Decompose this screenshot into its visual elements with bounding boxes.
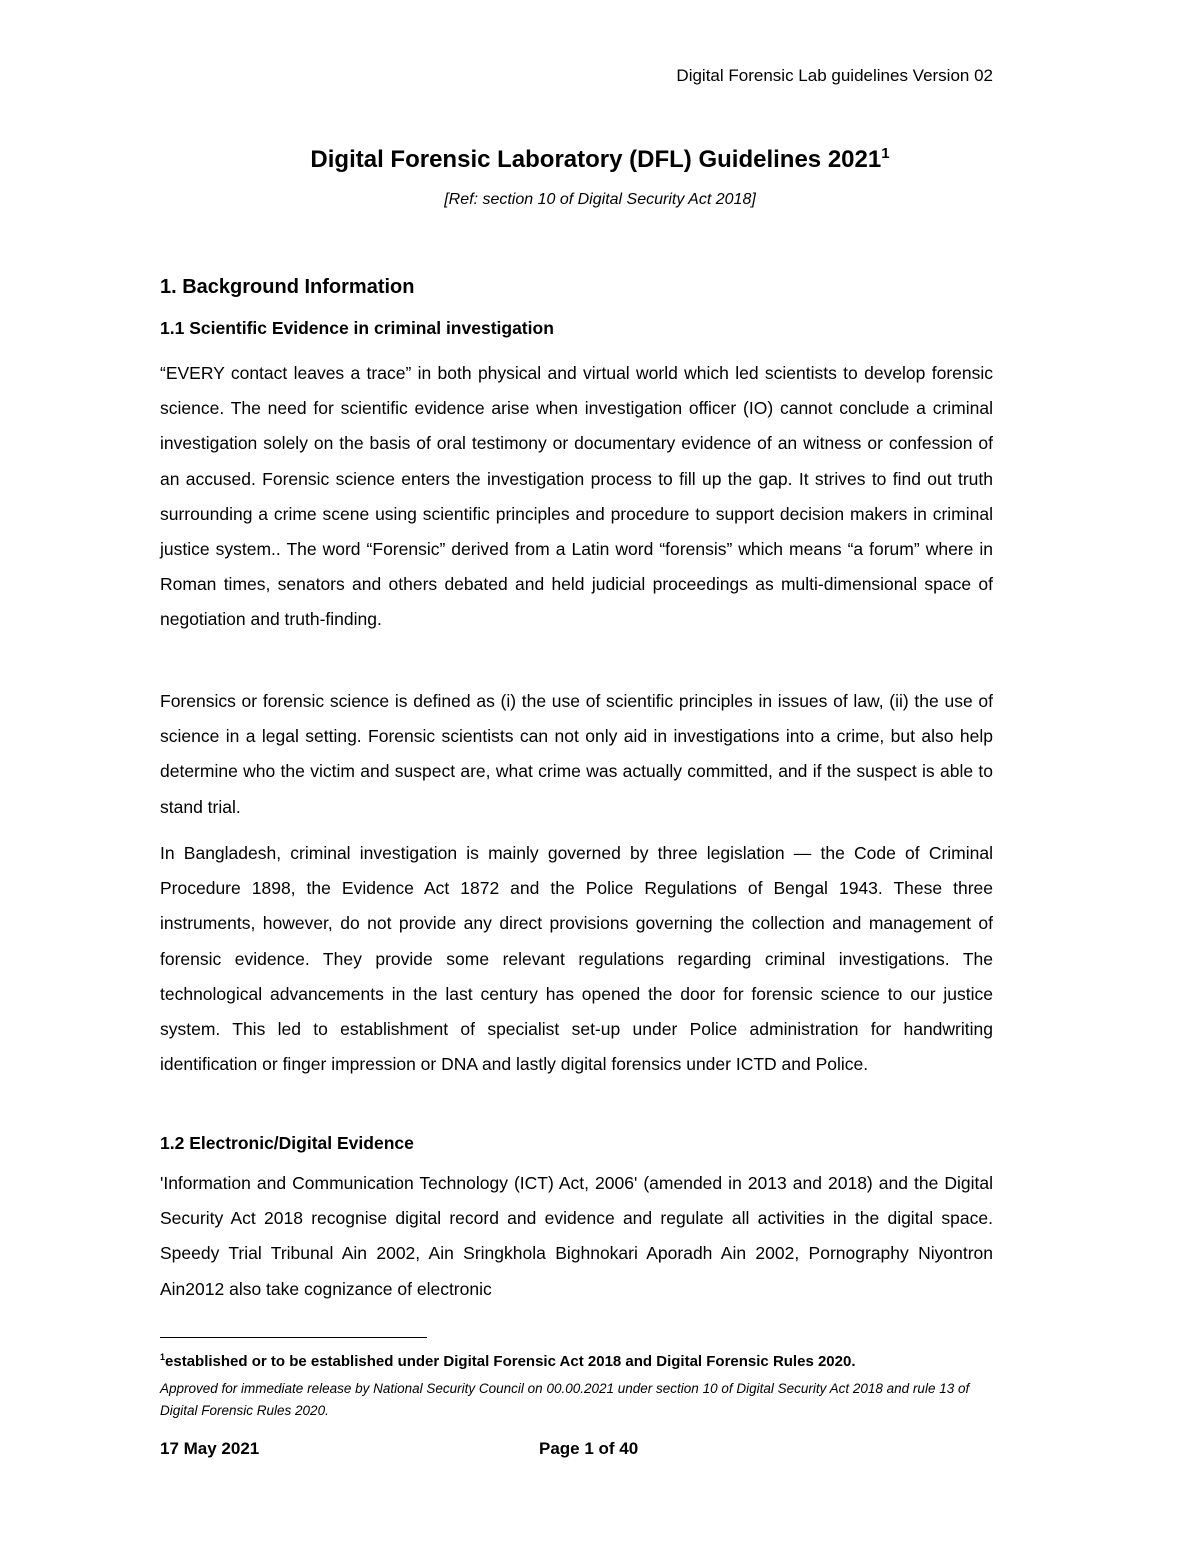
section-heading-scientific-evidence: 1.1 Scientific Evidence in criminal investigation	[160, 318, 554, 338]
running-header: Digital Forensic Lab guidelines Version 02	[676, 66, 993, 85]
footnote-mark: 1	[160, 1352, 166, 1362]
footer-page-number: Page 1 of 40	[539, 1439, 639, 1458]
footnote-text	[160, 1352, 993, 1371]
footnote-reference[interactable]: 1	[881, 145, 890, 162]
section-heading-digital-evidence: 1.2 Electronic/Digital Evidence	[160, 1133, 414, 1153]
document-title-text: Digital Forensic Laboratory (DFL) Guidelines 2021	[310, 146, 882, 173]
paragraph-trace: “EVERY contact leaves a trace” in both physical and virtual world which led scientists to develop forensic science. The need for scientific evidence arise when investigation officer (IO) cannot conclude a criminal investigation solely on the basis of oral testimony or documentary evidence of an witness or confession of an accused. Forensic science enters the investigation process to fill up the gap. It strives to find out truth surrounding a crime scene using scientific principles and procedure to support decision makers in criminal justice system.. The word “Forensic” derived from a Latin word “forensis” which means “a forum” where in Roman times, senators and others debated and held judicial proceedings as multi-dimensional space of negotiation and truth-finding.	[160, 363, 993, 630]
footnote-separator	[160, 1337, 427, 1338]
document-subtitle: [Ref: section 10 of Digital Security Act 2018]	[444, 191, 756, 208]
paragraph-bangladesh-legislation: In Bangladesh, criminal investigation is mainly governed by three legislation — the Code of Criminal Procedure 1898, the Evidence Act 1872 and the Police Regulations of Bengal 1943. These three instruments, however, do not provide any direct provisions governing the collection and management of forensic evidence. They provide some relevant regulations regarding criminal investigations. The technological advancements in the last century has opened the door for forensic science to our justice system. This led to establishment of specialist set-up under Police administration for handwriting identification or finger impression or DNA and lastly digital forensics under ICTD and Police.	[160, 843, 993, 1075]
paragraph-ict-act: 'Information and Communication Technology (ICT) Act, 2006' (amended in 2013 and 2018) and the Digital Security Act 2018 recognise digital record and evidence and regulate all activities in the digital space. Speedy Trial Tribunal Ain 2002, Ain Sringkhola Bighnokari Aporadh Ain 2002, Pornography Niyontron Ain2012 also take cognizance of electronic	[160, 1173, 993, 1299]
footnote-approval-note: Approved for immediate release by National Security Council on 00.00.2021 under section 10 of Digital Security Act 2018 and rule 13 of Digital Forensic Rules 2020.	[160, 1381, 970, 1418]
footer-date: 17 May 2021	[160, 1439, 260, 1458]
paragraph-forensics-definition: Forensics or forensic science is defined as (i) the use of scientific principles in issues of law, (ii) the use of science in a legal setting. Forensic scientists can not only aid in investigations into a crime, but also help determine who the victim and suspect are, what crime was actually committed, and if the suspect is able to stand trial.	[160, 691, 993, 817]
section-heading-background: 1. Background Information	[160, 276, 415, 298]
footnote-body: established or to be established under Digital Forensic Act 2018 and Digital Forensic Rules 2020.	[165, 1353, 856, 1370]
document-title	[0, 146, 1200, 174]
